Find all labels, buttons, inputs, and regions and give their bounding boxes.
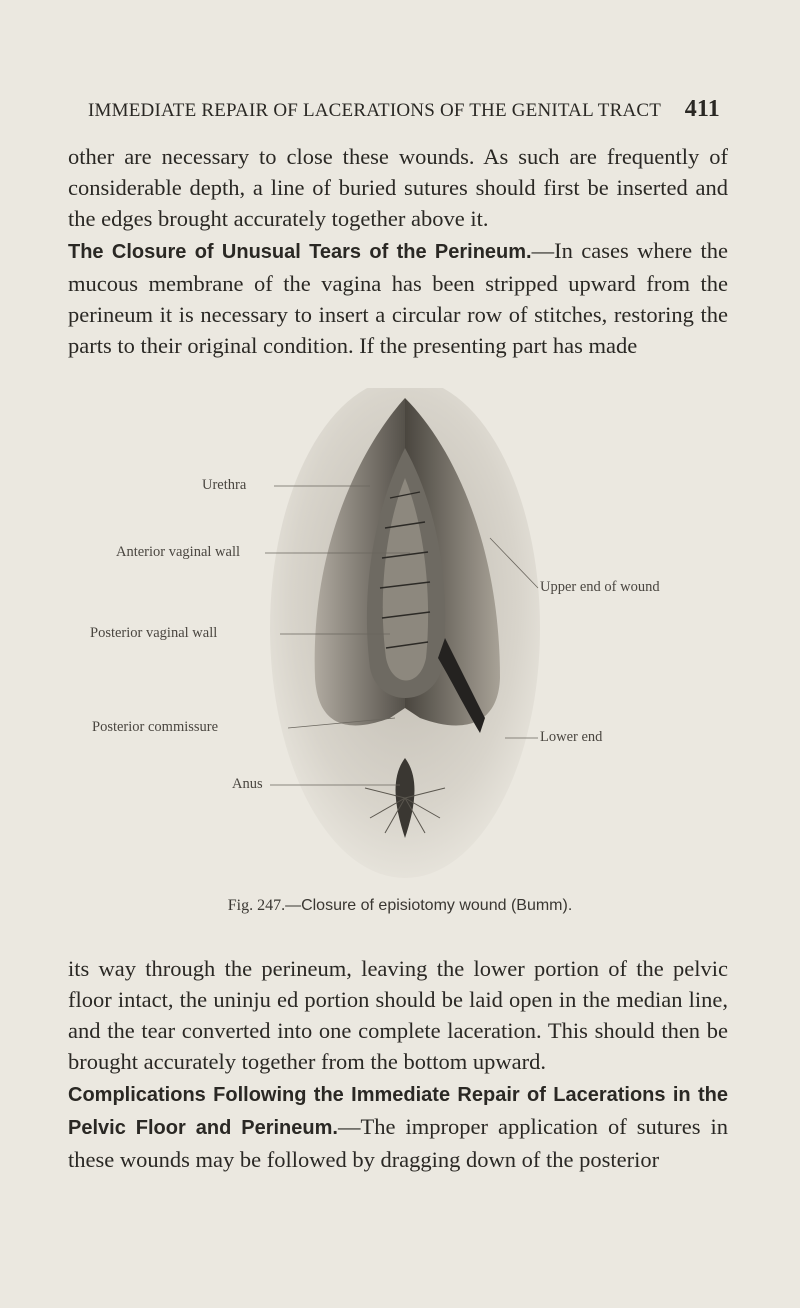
caption-text: —Closure of episiotomy wound (Bumm). — [285, 897, 573, 914]
label-anus: Anus — [232, 776, 263, 792]
running-title: IMMEDIATE REPAIR OF LACERATIONS OF THE GENITAL TRACT — [88, 100, 662, 121]
paragraph-4-body: —The improper application of sutures in these wounds may be followed by dragging down of the posterior — [68, 1114, 728, 1172]
label-urethra: Urethra — [202, 477, 247, 493]
caption-number: Fig. 247. — [227, 897, 286, 914]
paragraph-2-body: —In cases where the mucous membrane of the vagina has been stripped upward from the perineum it is necessary to insert a circular row of stitches, restoring the parts to their original condition. If the presenting part has made — [68, 238, 728, 358]
page-number: 411 — [684, 96, 720, 122]
label-posterior-commissure: Posterior commissure — [92, 719, 219, 735]
paragraph-2 — [68, 235, 728, 361]
label-upper-end-of-wound: Upper end of wound — [540, 579, 660, 595]
running-header — [88, 96, 720, 123]
label-lower-end: Lower end — [540, 729, 603, 745]
figure-247 — [60, 388, 740, 888]
paragraph-1: other are necessary to close these wounds. As such are frequently of considerable depth, a line of buried sutures should first be inserted and the edges brought accurately together above it. — [68, 144, 728, 231]
label-anterior-vaginal-wall: Anterior vaginal wall — [116, 544, 241, 560]
label-posterior-vaginal-wall: Posterior vaginal wall — [90, 625, 218, 641]
figure-caption — [0, 897, 800, 915]
section-heading-complications: Complications Following the Immediate Repair of Lacerations in the Pelvic Floor and Perineum. — [68, 1084, 728, 1139]
paragraph-3: its way through the perineum, leaving the lower portion of the pelvic floor intact, the uninju ed portion should be laid open in the median line, and the tear converted into one complete laceration. This should then be brought accurately together from the bottom upward. — [68, 956, 728, 1074]
paragraph-4 — [68, 1078, 728, 1175]
section-heading-unusual-tears: The Closure of Unusual Tears of the Perineum. — [68, 241, 532, 263]
